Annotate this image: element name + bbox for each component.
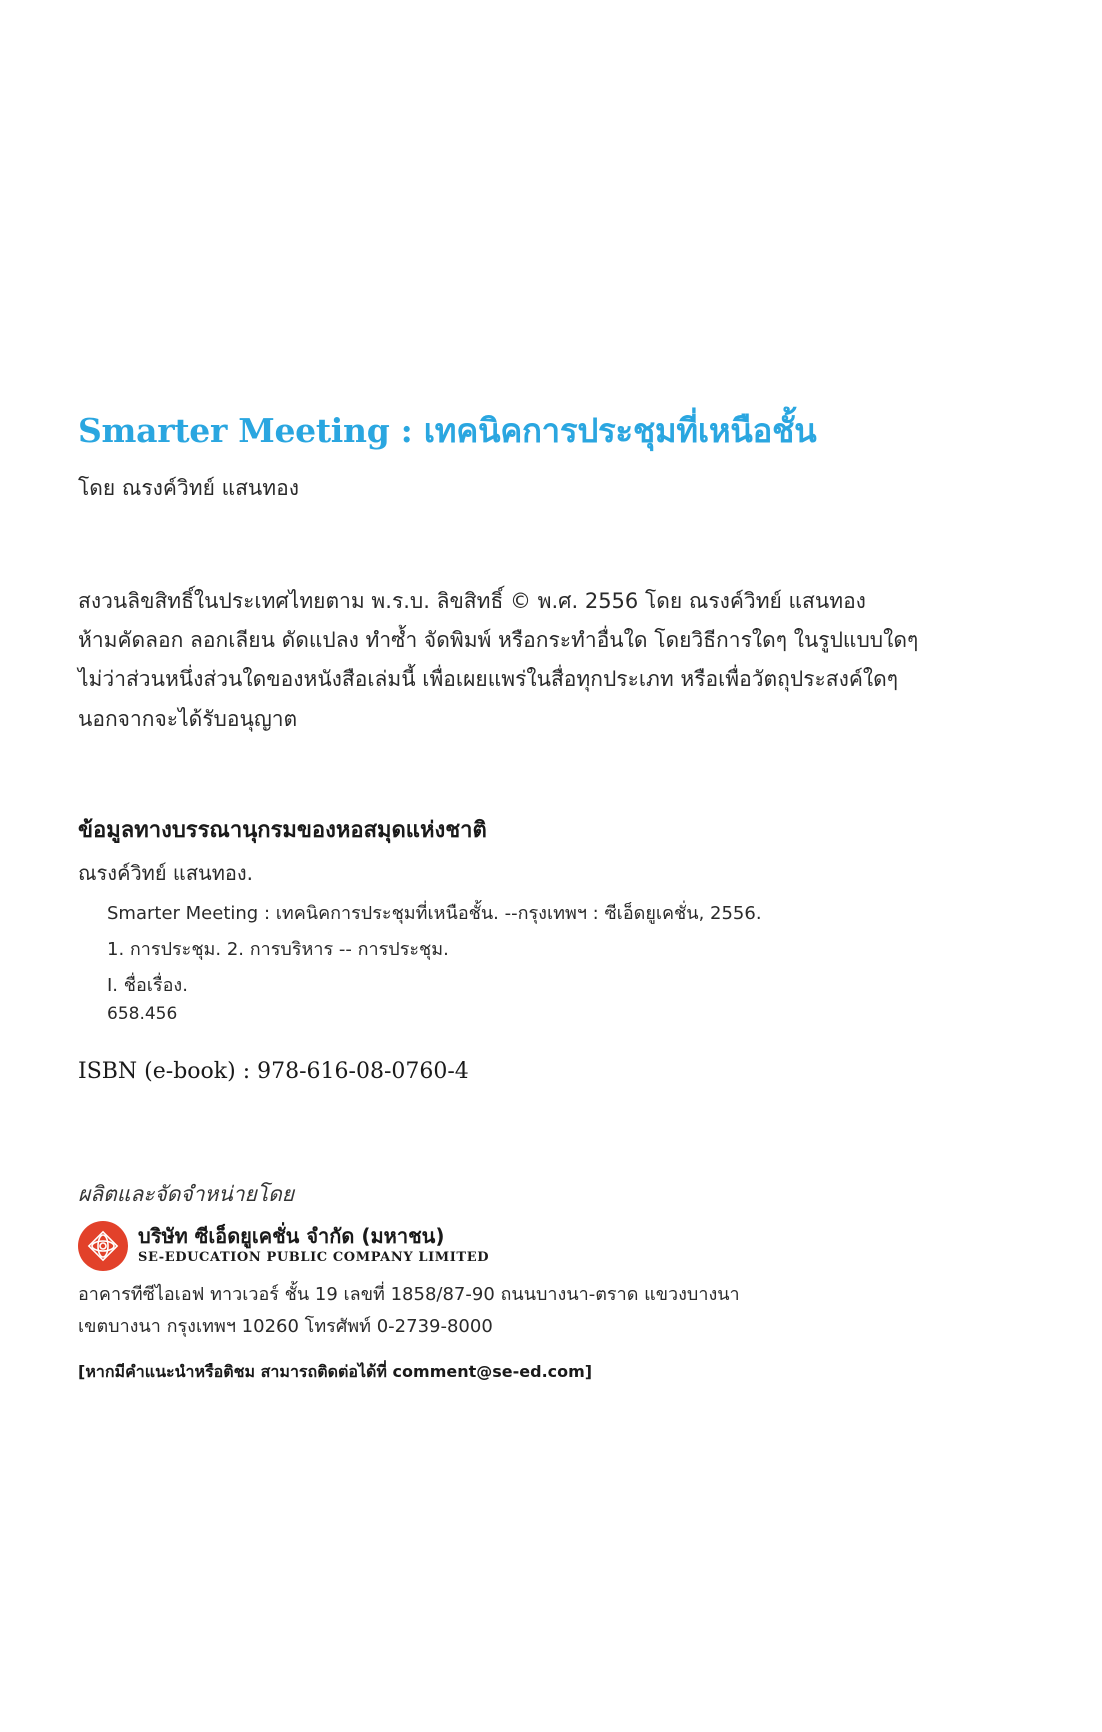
cip-author: ณรงค์วิทย์ แสนทอง. xyxy=(78,861,254,885)
publisher-address-line: เขตบางนา กรุงเทพฯ 10260 โทรศัพท์ 0-2739-8000 xyxy=(78,1316,493,1337)
copyright-line: ไม่ว่าส่วนหนึ่งส่วนใดของหนังสือเล่มนี้ เพื่อเผยแพร่ในสื่อทุกประเภท หรือเพื่อวัตถุประสงค์ใดๆ xyxy=(78,667,899,691)
copyright-line: สงวนลิขสิทธิ์ในประเทศไทยตาม พ.ร.บ. ลิขสิทธิ์ © พ.ศ. 2556 โดย ณรงค์วิทย์ แสนทอง xyxy=(78,589,866,613)
cip-line: 1. การประชุม. 2. การบริหาร -- การประชุม. xyxy=(107,939,449,960)
cip-line: I. ชื่อเรื่อง. xyxy=(107,975,188,996)
copyright-line: นอกจากจะได้รับอนุญาต xyxy=(78,707,298,731)
cip-classification: 658.456 xyxy=(107,1004,178,1024)
book-title: Smarter Meeting : เทคนิคการประชุมที่เหนือชั้น xyxy=(78,411,817,450)
contact-note: [หากมีคำแนะนำหรือติชม สามารถติดต่อได้ที่ comment@se-ed.com] xyxy=(78,1362,593,1381)
publisher-name-th: บริษัท ซีเอ็ดยูเคชั่น จำกัด (มหาชน) xyxy=(138,1224,445,1248)
publisher-logo-icon xyxy=(78,1221,128,1271)
cip-line: Smarter Meeting : เทคนิคการประชุมที่เหนือชั้น. --กรุงเทพฯ : ซีเอ็ดยูเคชั่น, 2556. xyxy=(107,903,762,924)
publisher-name-en: SE-EDUCATION PUBLIC COMPANY LIMITED xyxy=(138,1250,490,1265)
book-author: โดย ณรงค์วิทย์ แสนทอง xyxy=(78,476,299,500)
cip-heading: ข้อมูลทางบรรณานุกรมของหอสมุดแห่งชาติ xyxy=(78,817,487,843)
isbn: ISBN (e-book) : 978-616-08-0760-4 xyxy=(78,1059,469,1084)
copyright-line: ห้ามคัดลอก ลอกเลียน ดัดแปลง ทำซ้ำ จัดพิมพ์ หรือกระทำอื่นใด โดยวิธีการใดๆ ในรูปแบบใดๆ xyxy=(78,628,919,652)
publisher-address-line: อาคารทีซีไอเอฟ ทาวเวอร์ ชั้น 19 เลขที่ 1858/87-90 ถนนบางนา-ตราด แขวงบางนา xyxy=(78,1284,740,1305)
publisher-label: ผลิตและจัดจำหน่ายโดย xyxy=(78,1182,295,1206)
